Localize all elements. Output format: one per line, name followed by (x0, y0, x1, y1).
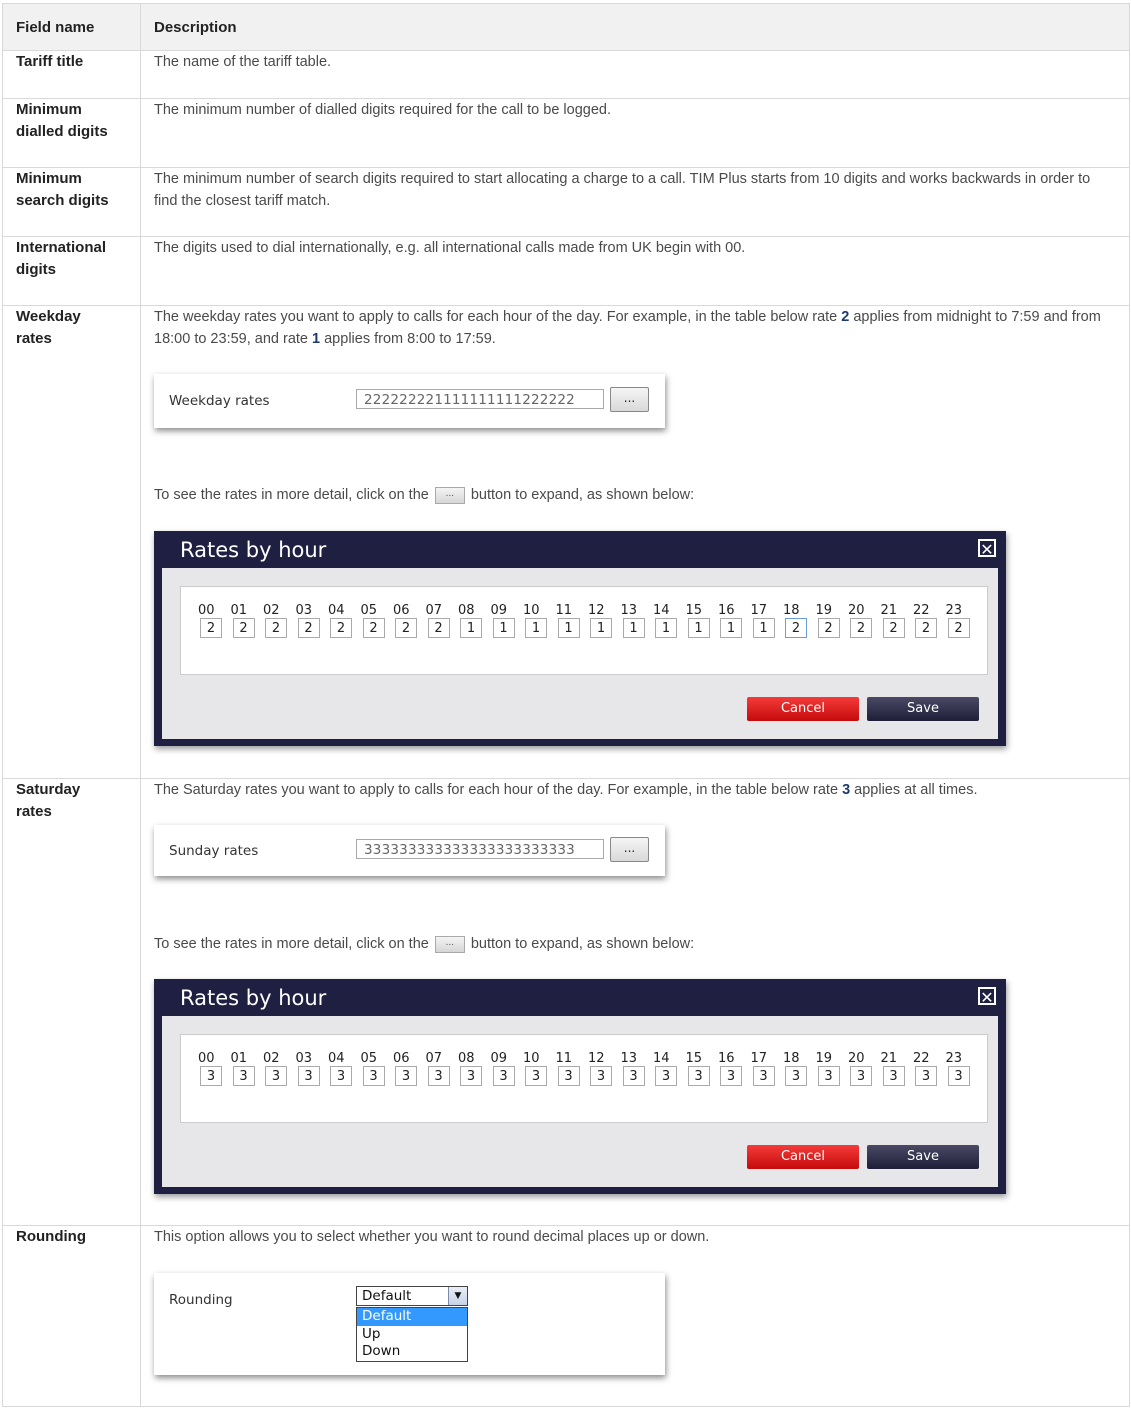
field-name-line: International (16, 239, 107, 256)
hour-rate-input[interactable]: 1 (590, 618, 612, 638)
description-text (154, 306, 1116, 350)
hour-column (458, 1048, 491, 1086)
hour-column (653, 1048, 686, 1086)
hour-rate-input[interactable]: 1 (753, 618, 775, 638)
hour-label: 16 (718, 603, 735, 618)
hour-label: 13 (620, 1051, 638, 1066)
field-name-line: search digits (16, 192, 109, 209)
hour-column (718, 600, 751, 638)
hour-rate-input[interactable]: 3 (590, 1066, 612, 1086)
hour-label: 14 (653, 1051, 670, 1066)
header-description: Description (141, 4, 1130, 51)
hour-column (523, 1048, 556, 1086)
field-name-line: digits (16, 261, 56, 278)
close-icon[interactable]: ✕ (978, 987, 996, 1005)
rate-number: 3 (842, 782, 851, 798)
rate-number: 2 (841, 309, 850, 325)
hour-rate-grid (180, 1034, 988, 1123)
hour-rate-input[interactable]: 3 (265, 1066, 287, 1086)
hour-column (231, 600, 264, 638)
inline-expand-button-image: ... (435, 936, 465, 953)
table-row-weekday (3, 306, 1130, 779)
header-field-name: Field name (3, 4, 141, 51)
hour-column (588, 1048, 621, 1086)
hour-label: 20 (848, 1051, 865, 1066)
hour-label: 02 (263, 1051, 280, 1066)
hour-label: 00 (198, 1051, 215, 1066)
text-part: To see the rates in more detail, click on the (154, 487, 429, 503)
hour-column (231, 1048, 264, 1086)
hour-label: 05 (360, 603, 378, 618)
field-name-line: dialled digits (16, 123, 108, 140)
hour-label: 00 (198, 603, 215, 618)
hour-label: 08 (458, 1051, 475, 1066)
hour-label: 22 (913, 1051, 930, 1066)
table-row (3, 99, 1130, 168)
weekday-rates-panel (154, 374, 665, 428)
hour-column (686, 1048, 719, 1086)
hour-rate-input[interactable]: 3 (525, 1066, 547, 1086)
text-part: applies from 8:00 to 17:59. (320, 331, 496, 347)
hour-rate-input[interactable]: 3 (200, 1066, 222, 1086)
table-header-row (3, 4, 1130, 51)
hour-column (393, 600, 426, 638)
hour-label: 02 (263, 603, 280, 618)
cancel-button[interactable]: Cancel (747, 1145, 859, 1169)
hour-column (686, 600, 719, 638)
hour-rate-grid (180, 586, 988, 675)
hour-label: 07 (425, 1051, 443, 1066)
rounding-option[interactable]: Default (357, 1308, 467, 1326)
chevron-down-icon[interactable]: ▼ (448, 1287, 467, 1305)
field-description (141, 779, 1130, 1226)
hour-rate-input[interactable]: 1 (460, 618, 482, 638)
rounding-selected-value: Default (362, 1288, 412, 1304)
field-name: Tariff title (3, 51, 141, 99)
hour-rate-input[interactable]: 3 (688, 1066, 710, 1086)
hour-rate-input[interactable]: 3 (493, 1066, 515, 1086)
field-name: Rounding (3, 1226, 141, 1407)
save-button[interactable]: Save (867, 697, 979, 721)
hour-rate-input[interactable]: 1 (525, 618, 547, 638)
hour-columns (198, 600, 978, 638)
hour-rate-input[interactable]: 3 (558, 1066, 580, 1086)
hour-rate-input[interactable]: 1 (720, 618, 742, 638)
dialog-title: Rates by hour (180, 538, 327, 562)
hour-column (426, 600, 459, 638)
hour-rate-input[interactable]: 1 (623, 618, 645, 638)
hour-column (198, 1048, 231, 1086)
expand-instructions (154, 484, 694, 506)
hour-rate-input[interactable]: 3 (623, 1066, 645, 1086)
hour-column (393, 1048, 426, 1086)
field-description: The name of the tariff table. (141, 51, 1130, 99)
hour-label: 23 (945, 603, 963, 618)
hour-rate-input[interactable]: 1 (655, 618, 677, 638)
hour-column (816, 600, 849, 638)
dialog-title: Rates by hour (180, 986, 327, 1010)
hour-label: 19 (815, 603, 833, 618)
hour-column (328, 1048, 361, 1086)
text-part: applies from midnight to 7:59 and from 18:00 to 23:59, and rate (154, 309, 1101, 347)
rates-by-hour-dialog (154, 531, 1006, 746)
hour-label: 10 (523, 1051, 540, 1066)
hour-column (783, 1048, 816, 1086)
hour-column (881, 600, 914, 638)
hour-label: 04 (328, 603, 345, 618)
weekday-rates-input[interactable]: 222222221111111111222222 (356, 389, 604, 409)
hour-column (751, 1048, 784, 1086)
expand-rates-button[interactable]: ... (610, 837, 649, 862)
hour-label: 17 (750, 1051, 768, 1066)
hour-column (328, 600, 361, 638)
hour-rate-input[interactable]: 2 (915, 618, 937, 638)
hour-column (653, 600, 686, 638)
hour-label: 11 (555, 603, 573, 618)
description-text: This option allows you to select whether you want to round decimal places up or down. (154, 1229, 710, 1245)
weekday-rates-label: Weekday rates (169, 393, 270, 409)
hour-column (491, 600, 524, 638)
hour-column (556, 1048, 589, 1086)
field-name-line: Minimum (16, 170, 82, 187)
text-part: applies at all times. (850, 782, 978, 798)
hour-label: 19 (815, 1051, 833, 1066)
field-name (3, 306, 141, 779)
hour-rate-input[interactable]: 2 (395, 618, 417, 638)
rounding-option[interactable]: Down (362, 1343, 401, 1359)
hour-label: 20 (848, 603, 865, 618)
hour-column (458, 600, 491, 638)
field-name-line: Minimum (16, 101, 82, 118)
hour-column (588, 600, 621, 638)
sunday-rates-input[interactable]: 333333333333333333333333 (356, 839, 604, 859)
hour-label: 09 (490, 603, 508, 618)
hour-column (621, 1048, 654, 1086)
hour-column (881, 1048, 914, 1086)
rounding-select[interactable] (356, 1286, 468, 1306)
hour-column (913, 600, 946, 638)
expand-instructions (154, 933, 694, 955)
field-name-line: Weekday (16, 308, 81, 325)
hour-rate-input[interactable]: 3 (785, 1066, 807, 1086)
field-description: The minimum number of dialled digits required for the call to be logged. (141, 99, 1130, 168)
hour-rate-input[interactable]: 3 (298, 1066, 320, 1086)
sunday-rates-panel (154, 825, 665, 876)
hour-label: 15 (685, 603, 703, 618)
hour-rate-input[interactable]: 3 (915, 1066, 937, 1086)
hour-rate-input[interactable]: 2 (785, 618, 807, 638)
field-name-line: Saturday (16, 781, 81, 798)
hour-rate-input[interactable]: 3 (818, 1066, 840, 1086)
hour-label: 18 (783, 1051, 800, 1066)
hour-column (718, 1048, 751, 1086)
text-part: button to expand, as shown below: (470, 487, 695, 503)
field-description: The digits used to dial internationally, e.g. all international calls made from UK begin with 00. (141, 237, 1130, 306)
hour-column (946, 1048, 979, 1086)
hour-column (263, 600, 296, 638)
description-text (154, 779, 1116, 801)
hour-label: 23 (945, 1051, 963, 1066)
table-row (3, 51, 1130, 99)
hour-rate-input[interactable]: 3 (330, 1066, 352, 1086)
hour-rate-input[interactable]: 2 (233, 618, 255, 638)
cancel-button[interactable]: Cancel (747, 697, 859, 721)
hour-label: 13 (620, 603, 638, 618)
hour-column (751, 600, 784, 638)
hour-label: 18 (783, 603, 800, 618)
hour-rate-input[interactable]: 2 (883, 618, 905, 638)
hour-label: 11 (555, 1051, 573, 1066)
save-button[interactable]: Save (867, 1145, 979, 1169)
hour-rate-input[interactable]: 3 (395, 1066, 417, 1086)
hour-label: 07 (425, 603, 443, 618)
hour-rate-input[interactable]: 3 (363, 1066, 385, 1086)
hour-column (556, 600, 589, 638)
rounding-options-list (356, 1307, 468, 1362)
expand-rates-button[interactable]: ... (610, 387, 649, 412)
hour-rate-input[interactable]: 2 (200, 618, 222, 638)
hour-rate-input[interactable]: 2 (818, 618, 840, 638)
hour-column (783, 600, 816, 638)
hour-column (946, 600, 979, 638)
hour-rate-input[interactable]: 3 (883, 1066, 905, 1086)
field-description (141, 306, 1130, 779)
field-name (3, 779, 141, 1226)
hour-label: 16 (718, 1051, 735, 1066)
hour-column (621, 600, 654, 638)
hour-rate-input[interactable]: 3 (720, 1066, 742, 1086)
hour-column (848, 600, 881, 638)
hour-column (816, 1048, 849, 1086)
hour-column (361, 600, 394, 638)
field-name (3, 168, 141, 237)
hour-rate-input[interactable]: 3 (233, 1066, 255, 1086)
hour-label: 21 (880, 1051, 898, 1066)
hour-rate-input[interactable]: 3 (948, 1066, 970, 1086)
field-name-line: rates (16, 330, 52, 347)
hour-rate-input[interactable]: 1 (493, 618, 515, 638)
sunday-rates-label: Sunday rates (169, 843, 259, 859)
hour-column (296, 1048, 329, 1086)
hour-column (523, 600, 556, 638)
field-name (3, 237, 141, 306)
hour-column (426, 1048, 459, 1086)
hour-label: 03 (295, 603, 313, 618)
hour-label: 10 (523, 603, 540, 618)
table-row-rounding (3, 1226, 1130, 1407)
hour-rate-input[interactable]: 3 (655, 1066, 677, 1086)
hour-label: 06 (393, 1051, 410, 1066)
table-row-saturday (3, 779, 1130, 1226)
hour-rate-input[interactable]: 2 (428, 618, 450, 638)
rates-by-hour-dialog (154, 979, 1006, 1194)
hour-column (491, 1048, 524, 1086)
field-description (141, 1226, 1130, 1407)
hour-column (913, 1048, 946, 1086)
rounding-label: Rounding (169, 1292, 233, 1308)
field-name (3, 99, 141, 168)
hour-label: 12 (588, 603, 605, 618)
close-icon[interactable]: ✕ (978, 539, 996, 557)
hour-rate-input[interactable]: 2 (298, 618, 320, 638)
hour-column (198, 600, 231, 638)
hour-column (263, 1048, 296, 1086)
hour-label: 01 (230, 1051, 248, 1066)
field-description: The minimum number of search digits required to start allocating a charge to a call. TIM Plus starts from 10 digits and works backwards in order to find the closest tariff match. (141, 168, 1130, 237)
hour-rate-input[interactable]: 2 (948, 618, 970, 638)
hour-rate-input[interactable]: 2 (330, 618, 352, 638)
hour-label: 09 (490, 1051, 508, 1066)
hour-label: 12 (588, 1051, 605, 1066)
hour-rate-input[interactable]: 3 (428, 1066, 450, 1086)
text-part: The Saturday rates you want to apply to calls for each hour of the day. For example, in the table below rate (154, 782, 843, 798)
hour-label: 06 (393, 603, 410, 618)
rate-number: 1 (312, 331, 321, 347)
hour-rate-input[interactable]: 3 (850, 1066, 872, 1086)
hour-rate-input[interactable]: 2 (363, 618, 385, 638)
hour-label: 01 (230, 603, 248, 618)
hour-columns (198, 1048, 978, 1086)
hour-rate-input[interactable]: 3 (460, 1066, 482, 1086)
hour-rate-input[interactable]: 2 (850, 618, 872, 638)
hour-label: 15 (685, 1051, 703, 1066)
hour-label: 14 (653, 603, 670, 618)
hour-label: 21 (880, 603, 898, 618)
hour-label: 03 (295, 1051, 313, 1066)
hour-column (361, 1048, 394, 1086)
hour-rate-input[interactable]: 1 (558, 618, 580, 638)
field-name-line: rates (16, 803, 52, 820)
rounding-panel (154, 1273, 665, 1375)
inline-expand-button-image: ... (435, 487, 465, 504)
dialog-body (162, 568, 998, 739)
hour-rate-input[interactable]: 2 (265, 618, 287, 638)
table-row (3, 168, 1130, 237)
hour-label: 05 (360, 1051, 378, 1066)
hour-rate-input[interactable]: 1 (688, 618, 710, 638)
hour-column (848, 1048, 881, 1086)
dialog-body (162, 1016, 998, 1187)
rounding-option[interactable]: Up (362, 1325, 381, 1342)
hour-column (296, 600, 329, 638)
hour-label: 08 (458, 603, 475, 618)
text-part: button to expand, as shown below: (470, 936, 695, 952)
hour-rate-input[interactable]: 3 (753, 1066, 775, 1086)
hour-label: 17 (750, 603, 768, 618)
hour-label: 04 (328, 1051, 345, 1066)
text-part: To see the rates in more detail, click on the (154, 936, 429, 952)
field-description-table (2, 3, 1130, 1407)
table-row (3, 237, 1130, 306)
text-part: The weekday rates you want to apply to calls for each hour of the day. For example, in the table below rate (154, 309, 842, 325)
hour-label: 22 (913, 603, 930, 618)
